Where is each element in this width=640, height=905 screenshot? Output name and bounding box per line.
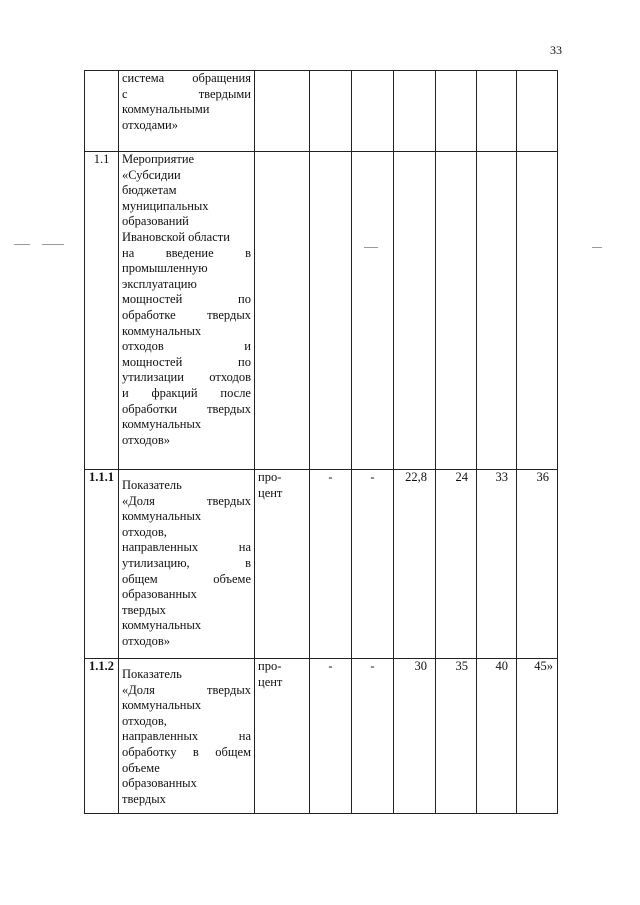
row-name — [119, 659, 255, 814]
row-name-line: обработки твердых — [122, 401, 251, 416]
row-name-line: «Доля твердых — [122, 493, 251, 508]
indicators-table — [84, 70, 558, 814]
table-row-measure-1-1 — [85, 152, 558, 470]
row-name-line: коммунальных — [122, 323, 202, 338]
row-name — [119, 470, 255, 659]
row-name-line: обработку в общем — [122, 744, 251, 759]
unit-line: про- — [258, 659, 282, 673]
row-name-line: и фракций после — [122, 385, 251, 400]
row-name-line: коммунальных — [122, 509, 202, 524]
row-name-line: Ивановской области — [122, 229, 230, 244]
row-name-line: мощностей по — [122, 354, 251, 369]
row-name-line: утилизации отходов — [122, 370, 251, 385]
value-cell: 33 — [477, 470, 517, 659]
page-number: 33 — [550, 43, 562, 57]
value-cell — [352, 71, 394, 152]
row-name-line: мощностей по — [122, 292, 251, 307]
row-name-line: отходов» — [122, 633, 170, 648]
row-name-line: твердых — [122, 602, 166, 617]
value-cell — [477, 71, 517, 152]
value-cell: - — [352, 659, 394, 814]
value-cell: 30 — [394, 659, 436, 814]
row-name-line: коммунальных — [122, 417, 202, 432]
row-name-line: «Доля твердых — [122, 682, 251, 697]
value-cell — [394, 71, 436, 152]
value-cell: - — [310, 470, 352, 659]
row-name — [119, 71, 255, 152]
scan-mark-left-2 — [42, 244, 64, 245]
unit-cell — [255, 659, 310, 814]
value-cell — [352, 152, 394, 470]
row-name — [119, 152, 255, 470]
value-cell: 24 — [436, 470, 477, 659]
table-row-indicator-1-1-2 — [85, 659, 558, 814]
row-name-line: общем объеме — [122, 571, 251, 586]
value-cell: 45» — [517, 659, 558, 814]
value-cell — [310, 71, 352, 152]
unit-cell — [255, 71, 310, 152]
value-cell: 40 — [477, 659, 517, 814]
value-cell: - — [310, 659, 352, 814]
scan-mark-right — [592, 247, 602, 248]
scan-mark-left — [14, 244, 30, 245]
row-name-line: система обращения — [122, 71, 251, 85]
value-cell: 35 — [436, 659, 477, 814]
row-name-line: коммунальных — [122, 618, 202, 633]
row-name-line: муниципальных — [122, 198, 209, 213]
row-number — [85, 71, 119, 152]
value-cell — [436, 71, 477, 152]
row-name-line: эксплуатацию — [122, 276, 197, 291]
row-name-line: отходами» — [122, 117, 178, 132]
value-cell — [394, 152, 436, 470]
row-name-line: отходов, — [122, 713, 167, 728]
value-cell — [517, 71, 558, 152]
row-name-line: промышленную — [122, 261, 208, 276]
row-name-line: коммунальными — [122, 102, 210, 117]
value-cell: - — [352, 470, 394, 659]
unit-cell — [255, 470, 310, 659]
row-number: 1.1 — [85, 152, 119, 470]
row-name-line: Мероприятие — [122, 152, 195, 166]
row-name-line: образований — [122, 214, 189, 229]
row-name-line: объеме — [122, 760, 160, 775]
value-cell — [477, 152, 517, 470]
row-name-line: отходов» — [122, 432, 170, 447]
row-name-line: Показатель — [122, 667, 182, 681]
unit-line: цент — [258, 485, 283, 500]
value-cell — [436, 152, 477, 470]
row-name-line: обработке твердых — [122, 307, 251, 322]
row-name-line: с твердыми — [122, 86, 251, 101]
row-name-line: твердых — [122, 791, 166, 806]
value-cell: 22,8 — [394, 470, 436, 659]
row-name-line: отходов, — [122, 524, 167, 539]
table-row-indicator-1-1-1 — [85, 470, 558, 659]
row-name-line: направленных на — [122, 540, 251, 555]
row-name-line: образованных — [122, 587, 197, 602]
row-name-line: отходов и — [122, 339, 251, 354]
row-name-line: направленных на — [122, 729, 251, 744]
row-name-line: Показатель — [122, 478, 182, 492]
row-name-line: бюджетам — [122, 183, 177, 198]
unit-line: цент — [258, 674, 283, 689]
value-cell — [517, 152, 558, 470]
value-cell: 36 — [517, 470, 558, 659]
row-name-line: образованных — [122, 776, 197, 791]
row-name-line: коммунальных — [122, 698, 202, 713]
row-name-line: на введение в — [122, 245, 251, 260]
row-number: 1.1.1 — [85, 470, 119, 659]
unit-cell — [255, 152, 310, 470]
table-row-continuation — [85, 71, 558, 152]
row-number: 1.1.2 — [85, 659, 119, 814]
row-name-line: «Субсидии — [122, 167, 181, 182]
row-name-line: утилизацию, в — [122, 555, 251, 570]
value-cell — [310, 152, 352, 470]
unit-line: про- — [258, 470, 282, 484]
